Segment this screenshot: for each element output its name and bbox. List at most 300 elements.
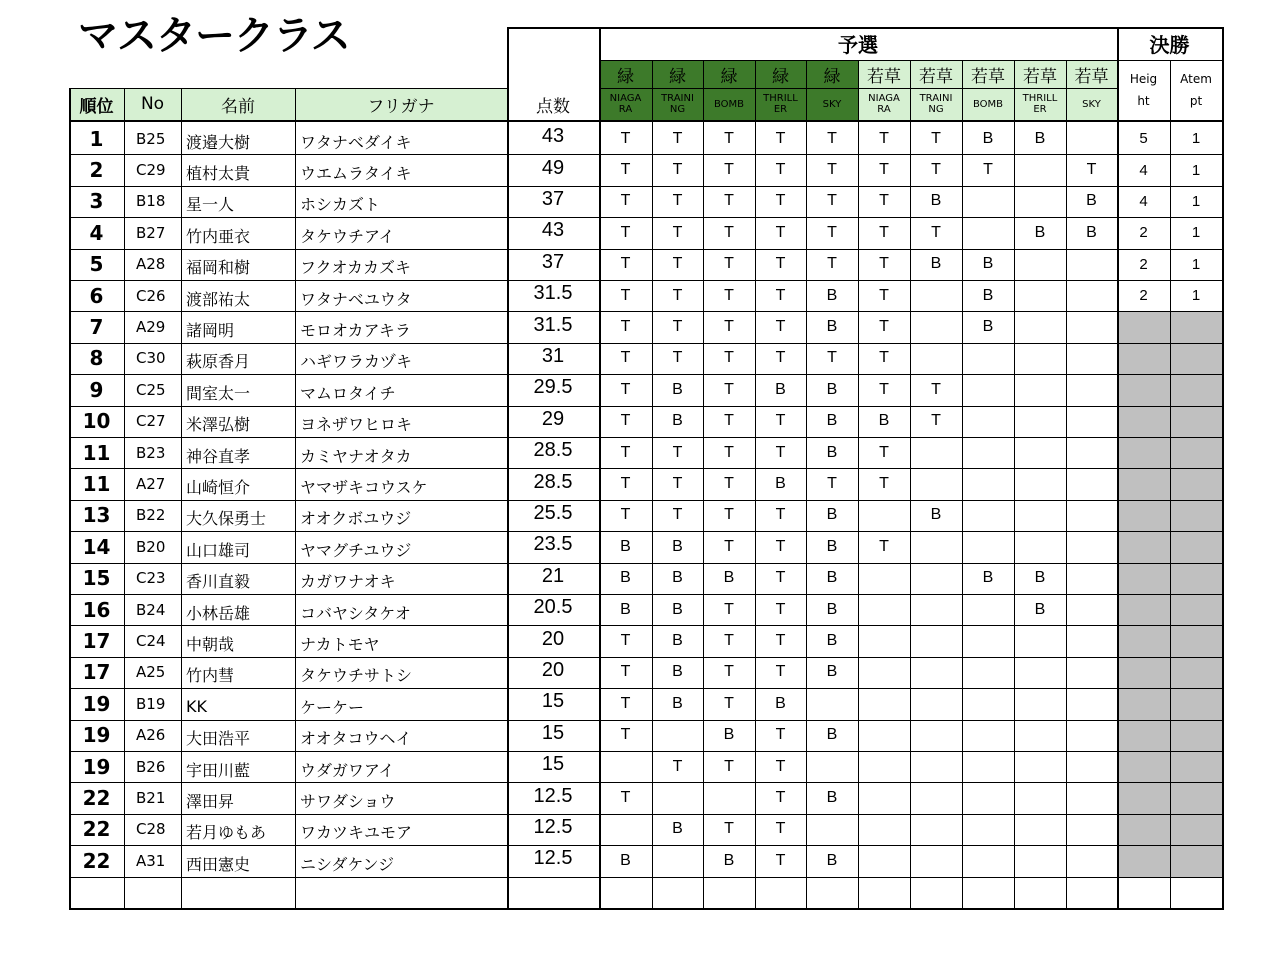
competitor-no-cell: A27 [136,475,166,494]
competitor-kana-cell: タケウチサトシ [300,666,413,686]
points-cell: 49 [541,156,565,179]
grid-line [69,406,1223,407]
route-result-cell: T [775,443,786,461]
competitor-name-cell: KK [186,696,207,716]
route-result-cell: B [826,851,838,869]
route-result-cell: T [672,318,683,336]
route-result-cell: T [724,537,734,555]
points-cell: 31.5 [533,313,573,336]
route-result-cell [1014,311,1066,342]
route-result-cell: T [931,161,941,179]
competitor-no-cell: A29 [136,318,166,337]
competitor-no-cell: B22 [136,506,166,525]
route-result-cell: B [826,506,838,524]
route-result-cell: T [775,223,786,241]
route-result-cell: T [620,789,631,807]
competitor-name-cell: 小林岳雄 [186,603,251,623]
route-result-cell: B [826,286,838,304]
final-attempt-cell [1170,877,1222,908]
competitor-kana-cell: ハギワラカヅキ [300,352,413,372]
competitor-name-cell: 若月ゆもあ [186,823,267,843]
competitor-kana-cell: ウエムラタイキ [300,164,412,184]
final-attempt-cell [1170,374,1222,405]
points-cell: 12.5 [533,815,573,838]
route-result-cell: B [620,851,631,869]
route-result-cell: T [672,757,683,775]
route-result-cell [910,877,962,908]
route-result-cell [1014,782,1066,813]
route-result-cell [703,782,755,813]
route-result-cell: T [879,129,889,147]
points-cell: 28.5 [533,439,573,462]
route-result-cell: B [672,694,683,712]
route-result-cell [910,280,962,311]
final-height-cell [1117,311,1170,342]
route-result-cell [1066,343,1117,374]
grid-line [69,280,1223,281]
final-attempt-cell [1170,688,1222,719]
route-result-cell [962,845,1014,876]
final-height-cell [1117,468,1170,499]
final-attempt-cell: 1 [1191,287,1201,305]
route-result-cell [1066,468,1117,499]
route-result-cell: B [775,475,786,493]
grid-line [507,27,1223,29]
route-result-cell: T [827,349,837,367]
route-result-cell: B [930,255,942,273]
competitor-kana-cell: ナカトモヤ [300,635,380,655]
route-result-cell: T [724,757,734,775]
competitor-name-cell: 山口雄司 [186,540,251,560]
route-result-cell: T [620,286,631,304]
route-result-cell: T [827,192,837,210]
route-result-cell: T [724,412,734,430]
final-attempt-cell [1170,782,1222,813]
route-result-cell: T [775,789,786,807]
route-result-cell [1014,468,1066,499]
points-cell: 20.5 [533,596,573,619]
route-result-cell: B [775,694,786,712]
route-result-cell: B [826,569,838,587]
rank-cell [69,877,124,908]
route-result-cell [962,531,1014,562]
final-height-cell: 4 [1139,192,1148,210]
grid-line [69,814,1223,815]
route-result-cell: B [982,129,994,147]
route-result-cell [910,563,962,594]
competitor-no-cell: C27 [136,412,166,431]
route-result-cell [962,343,1014,374]
competitor-no-cell: A26 [136,726,166,745]
competitor-name-cell: 中朝哉 [186,635,235,655]
grid-line [69,500,1223,501]
route-result-cell: T [672,286,683,304]
route-result-cell [806,751,858,782]
route-result-cell: T [775,255,786,273]
route-result-cell [910,751,962,782]
competitor-kana-cell: モロオカアキラ [300,321,411,341]
competitor-no-cell: C26 [136,286,166,305]
route-result-cell: T [775,318,786,336]
points-cell: 29 [541,407,565,430]
route-result-cell: T [620,663,631,681]
final-attempt-cell [1170,625,1222,656]
route-result-cell: T [775,600,786,618]
final-attempt-cell: 1 [1191,130,1201,148]
competitor-name-cell: 山崎恒介 [186,478,251,498]
final-attempt-cell [1170,720,1222,751]
route-result-cell [1014,280,1066,311]
route-result-cell [1014,751,1066,782]
page-title: マスタークラス [78,13,350,59]
route-result-cell [755,877,806,908]
route-result-cell [910,688,962,719]
route-result-cell: T [620,223,631,241]
grid-line [69,88,71,909]
route-result-cell: T [879,475,889,493]
competitor-name-cell [181,877,295,908]
competitor-no-cell: B23 [136,443,166,462]
route-result-cell [1014,437,1066,468]
route-result-cell: B [982,569,994,587]
route-result-cell: T [775,412,786,430]
name-header: 名前 [221,96,255,117]
route-name-label: SKY [822,98,842,110]
route-result-cell: T [620,349,631,367]
final-height-cell [1117,500,1170,531]
route-result-cell: T [775,537,786,555]
final-attempt-cell: 1 [1191,255,1201,273]
route-result-cell: T [775,286,786,304]
rank-cell: 3 [89,189,104,214]
route-result-cell: T [724,255,734,273]
competitor-kana-cell: フクオカカズキ [300,258,412,278]
grid-line [69,311,1223,312]
rank-cell: 5 [89,252,104,277]
route-result-cell: T [827,129,837,147]
route-result-cell [858,814,910,845]
route-name-label: NIAGA RA [609,93,642,115]
route-result-cell: T [775,192,786,210]
grid-line [962,60,963,908]
points-cell: 23.5 [533,533,573,556]
route-result-cell: B [826,789,838,807]
competitor-kana-cell: ワタナベユウタ [300,289,412,309]
route-result-cell: T [672,475,683,493]
final-height-cell [1117,845,1170,876]
grid-line [69,374,1223,375]
route-result-cell [599,751,652,782]
grid-line [806,60,807,908]
route-name-label: TRAINI NG [919,93,953,115]
grid-line [1170,60,1171,908]
route-result-cell [1066,311,1117,342]
route-result-cell [1066,594,1117,625]
route-result-cell: B [1034,569,1046,587]
route-result-cell [962,657,1014,688]
competitor-no-cell: C28 [136,820,166,839]
points-cell [507,877,599,908]
route-group-label: 若草 [919,66,953,87]
competitor-no-cell: A31 [136,851,166,870]
competitor-kana-cell: ヤマグチユウジ [300,540,412,560]
grid-line [69,594,1223,595]
route-result-cell: T [620,632,631,650]
points-cell: 15 [541,753,565,776]
route-result-cell [910,311,962,342]
grid-line [1066,60,1067,908]
grid-line [69,249,1223,250]
route-result-cell [858,845,910,876]
rank-cell: 11 [82,440,111,465]
grid-line [69,120,1223,122]
final-attempt-cell [1170,343,1222,374]
grid-line [69,877,1223,878]
route-result-cell: T [879,223,889,241]
route-result-cell [1066,249,1117,280]
points-cell: 29.5 [533,376,573,399]
competitor-no-cell: B19 [136,694,166,713]
competitor-kana-cell: ワカツキユモア [300,823,413,843]
route-result-cell [1014,406,1066,437]
route-group-label: 若草 [971,66,1005,87]
points-cell: 43 [541,125,565,148]
grid-line [69,154,1223,155]
grid-line [1222,27,1224,910]
route-result-cell: T [724,443,734,461]
grid-line [69,657,1223,658]
route-result-cell: B [723,726,735,744]
points-header: 点数 [536,96,570,117]
grid-line [69,88,507,89]
route-result-cell [1014,186,1066,217]
route-result-cell: T [620,192,631,210]
competitor-no-cell: B26 [136,757,166,776]
route-result-cell: T [775,632,786,650]
route-result-cell [1014,845,1066,876]
route-result-cell: B [878,412,890,430]
points-cell: 15 [541,721,565,744]
points-cell: 12.5 [533,784,573,807]
rank-header: 順位 [79,96,114,117]
route-result-cell: B [930,192,942,210]
route-result-cell: T [724,632,734,650]
route-result-cell: B [672,569,683,587]
final-height-cell [1117,437,1170,468]
rank-cell: 8 [89,346,104,371]
route-result-cell [1066,877,1117,908]
competitor-kana-cell: カガワナオキ [300,572,396,592]
competitor-no-cell: B25 [136,129,166,148]
route-result-cell: B [826,380,838,398]
route-result-cell: T [620,380,631,398]
route-result-cell: T [775,569,786,587]
final-attempt-cell [1170,437,1222,468]
competitor-name-cell: 香川直毅 [186,572,251,592]
grid-line [69,468,1223,469]
points-cell: 21 [541,564,565,587]
route-result-cell [1066,814,1117,845]
route-result-cell [1014,625,1066,656]
route-result-cell [1014,720,1066,751]
rank-cell: 1 [89,126,104,151]
rank-cell: 15 [82,566,111,591]
route-result-cell: T [827,161,837,179]
route-group-label: 若草 [1023,66,1057,87]
grid-line [1014,60,1015,908]
final-height-cell [1117,751,1170,782]
route-result-cell [858,688,910,719]
rank-cell: 17 [82,660,111,685]
competitor-name-cell: 諸岡明 [186,321,235,341]
grid-line [1117,27,1119,908]
points-cell: 20 [541,627,565,650]
route-result-cell: T [983,161,993,179]
competitor-no-cell: B21 [136,789,166,808]
route-result-cell: T [620,694,631,712]
route-result-cell [1066,657,1117,688]
competitor-kana-cell: サワダショウ [300,792,396,812]
route-result-cell: B [826,318,838,336]
route-result-cell [599,814,652,845]
route-result-cell [1066,531,1117,562]
final-attempt-cell [1170,814,1222,845]
competitor-no-cell: C23 [136,569,166,588]
competitor-kana-cell: マムロタイチ [300,383,396,403]
route-result-cell [1014,249,1066,280]
competitor-no-cell: C25 [136,380,166,399]
route-result-cell [910,594,962,625]
competitor-name-cell: 西田憲史 [186,854,251,874]
route-result-cell: T [879,161,889,179]
route-result-cell: T [724,129,734,147]
rank-cell: 16 [82,597,111,622]
competitor-kana-cell: ワタナベダイキ [300,132,412,152]
points-cell: 31 [541,344,565,367]
competitor-no-cell [124,877,181,908]
route-result-cell [962,217,1014,248]
route-name-label: NIAGA RA [868,93,900,115]
route-result-cell [962,720,1014,751]
competitor-no-cell: C24 [136,632,166,651]
route-result-cell: T [879,537,889,555]
rank-cell: 14 [82,534,111,559]
rank-cell: 17 [82,629,111,654]
route-result-cell [962,688,1014,719]
route-result-cell: B [620,537,631,555]
final-height-cell: 2 [1139,224,1148,242]
competitor-no-cell: B18 [136,192,166,211]
route-result-cell: B [982,255,994,273]
route-result-cell [1066,625,1117,656]
competitor-name-cell: 神谷直孝 [186,446,251,466]
route-result-cell [1014,531,1066,562]
route-result-cell [962,782,1014,813]
points-cell: 43 [541,219,565,242]
competitor-kana-cell: カミヤナオタカ [300,446,412,466]
route-result-cell: B [1034,600,1046,618]
route-result-cell: T [775,851,786,869]
final-height-cell [1117,814,1170,845]
grid-line [69,688,1223,689]
route-result-cell: T [620,726,631,744]
route-result-cell: B [672,663,683,681]
rank-cell: 22 [82,848,111,873]
route-name-label: THRILL ER [1022,93,1058,115]
competitor-name-cell: 福岡和樹 [186,258,251,278]
route-result-cell [962,406,1014,437]
final-attempt-cell [1170,531,1222,562]
route-result-cell: T [672,129,683,147]
route-result-cell: T [724,192,734,210]
route-result-cell: B [672,820,683,838]
route-result-cell: B [723,569,735,587]
route-result-cell: T [620,506,631,524]
route-result-cell [1014,688,1066,719]
route-result-cell: T [620,255,631,273]
route-result-cell: B [672,600,683,618]
route-result-cell [599,877,652,908]
route-result-cell [806,877,858,908]
rank-cell: 6 [89,283,104,308]
competitor-no-cell: C29 [136,161,166,180]
route-result-cell [910,468,962,499]
route-result-cell: T [620,129,631,147]
grid-line [507,27,509,908]
route-result-cell: B [930,506,942,524]
route-result-cell: T [724,380,734,398]
route-result-cell [1014,500,1066,531]
route-result-cell [652,845,703,876]
route-result-cell [910,720,962,751]
route-result-cell: T [775,506,786,524]
route-result-cell: T [775,129,786,147]
route-result-cell: T [672,255,683,273]
route-name-label: BOMB [713,98,745,110]
route-result-cell [1066,437,1117,468]
route-result-cell [652,782,703,813]
grid-line [181,88,182,908]
route-result-cell: T [879,192,889,210]
grid-line [124,88,125,908]
height-header: Heig ht [1129,72,1158,108]
grid-line [69,186,1223,187]
route-name-label: THRILL ER [763,93,798,115]
route-result-cell: B [826,443,838,461]
route-result-cell: B [1086,223,1097,241]
rank-cell: 7 [89,315,104,340]
points-cell: 15 [541,690,565,713]
final-attempt-cell: 1 [1191,161,1201,179]
rank-cell: 22 [82,786,111,811]
rank-cell: 22 [82,817,111,842]
route-result-cell: T [724,820,734,838]
route-result-cell: T [879,318,889,336]
route-result-cell [858,720,910,751]
competitor-kana-cell: ウダガワアイ [300,760,395,780]
final-attempt-cell [1170,406,1222,437]
grid-line [755,60,756,908]
route-result-cell [962,814,1014,845]
route-result-cell: T [775,349,786,367]
grid-line [703,60,704,908]
route-result-cell: T [775,820,786,838]
route-result-cell: T [620,443,631,461]
competitor-name-cell: 星一人 [186,195,235,215]
final-height-cell [1117,720,1170,751]
route-result-cell: T [931,129,941,147]
route-result-cell: T [620,475,631,493]
